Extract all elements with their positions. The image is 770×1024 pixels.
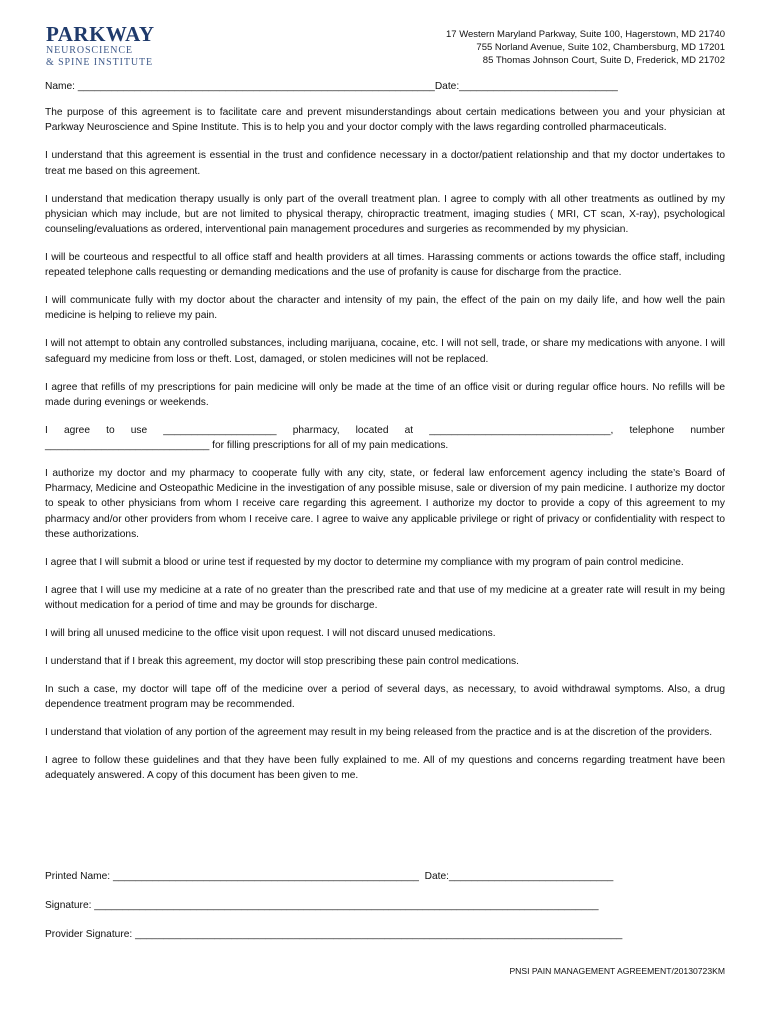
paragraph-break-agreement: I understand that if I break this agreement, my doctor will stop prescribing these pain control medications. — [45, 656, 519, 668]
signature-date-field[interactable]: _____________________________ — [448, 871, 614, 882]
paragraph-rate: I agree that I will use my medicine at a rate of no greater than the prescribed rate and that use of my medicine at a greater rate will result in my being without medication for a period of time and may be grounds for discharge. — [45, 584, 725, 612]
paragraph-courtesy: I will be courteous and respectful to all office staff and health providers at all times. Harassing comments or actions towards the office staff, including repeated telephone calls requesting or demanding medications and the use of profanity is cause for discharge from the practice. — [45, 252, 725, 279]
pharmacy-phone-field[interactable]: _____________________________ — [45, 440, 210, 452]
paragraph-acknowledgement: I agree to follow these guidelines and that they have been fully explained to me. All of my questions and concerns regarding treatment have been adequately answered. A copy of this document has been given to me. — [45, 755, 725, 782]
pharmacy-clause-line1 — [45, 423, 725, 438]
pharmacy-name-field[interactable]: ____________________ — [163, 424, 277, 436]
printed-name-row — [45, 869, 622, 884]
signature-block — [45, 869, 622, 956]
word: I — [45, 424, 48, 436]
paragraph-treatment-plan: I understand that medication therapy usually is only part of the overall treatment plan. I agree to comply with all other treatments as outlined by my physician which may include, but are not limited to physical therapy, chiropractic treatment, imaging studies ( MRI, CT scan, X-ray), psychological counseling/evaluations as ordered, interventional pain management procedures and surgeries as recommended by my physician. — [45, 193, 725, 236]
paragraph-controlled-substances: I will not attempt to obtain any controlled substances, including marijuana, cocaine, etc. I will not sell, trade, or share my medications with anyone. I will safeguard my medicine from loss or theft. Lost, damaged, or stolen medicines will not be replaced. — [45, 338, 725, 365]
word: use — [130, 424, 148, 436]
logo-line-neuroscience: NEUROSCIENCE — [46, 45, 133, 56]
logo-line-spine-institute: & SPINE INSTITUTE — [46, 57, 153, 68]
provider-signature-field[interactable]: __________________________________________________________________ — [135, 929, 510, 940]
logo-line-parkway: PARKWAY — [46, 22, 155, 46]
paragraph-purpose: The purpose of this agreement is to facilitate care and prevent misunderstandings about certain medications between you and your physician at Parkway Neuroscience and Spine Institute. This is to help you and your doctor comply with the laws regarding controlled pharmaceuticals. — [45, 107, 725, 134]
printed-name-field[interactable]: ______________________________________________________ — [112, 871, 419, 882]
name-field[interactable]: _______________________________________________________________ — [77, 81, 435, 92]
address-frederick: 85 Thomas Johnson Court, Suite D, Frederick, MD 21702 — [482, 55, 725, 66]
paragraph-communication: I will communicate fully with my doctor about the character and intensity of my pain, the effect of the pain on my daily life, and how well the pain medicine is helping to relieve my pain. — [45, 295, 725, 322]
provider-signature-field-extension[interactable]: ____________________ — [509, 929, 623, 940]
date-label: Date: — [434, 81, 460, 92]
word: at — [404, 424, 414, 436]
address-chambersburg: 755 Norland Avenue, Suite 102, Chambersburg, MD 17201 — [476, 42, 725, 53]
signature-label: Signature: — [45, 900, 92, 911]
paragraph-taper: In such a case, my doctor will tape off of the medicine over a period of several days, as necessary, to avoid withdrawal symptoms. Also, a drug dependence treatment program may be recommended. — [45, 684, 725, 711]
practice-logo — [46, 24, 155, 69]
agreement-body — [45, 79, 725, 796]
paragraph-trust: I understand that this agreement is essential in the trust and confidence necessary in a doctor/patient relationship and that my doctor undertakes to treat me based on this agreement. — [45, 150, 725, 177]
word: pharmacy, — [292, 424, 340, 436]
provider-signature-label: Provider Signature: — [45, 929, 133, 940]
document-footer: PNSI PAIN MANAGEMENT AGREEMENT/20130723KM — [509, 966, 725, 976]
name-label: Name: — [45, 81, 76, 92]
word: to — [106, 424, 115, 436]
paragraph-refills: I agree that refills of my prescriptions for pain medicine will only be made at the time of an office visit or during regular office hours. No refills will be made during evenings or weekends. — [45, 381, 725, 408]
pharmacy-clause — [45, 423, 725, 453]
word: number — [690, 424, 725, 436]
pharmacy-location-field[interactable]: ________________________________, — [429, 424, 614, 436]
signature-row — [45, 898, 622, 913]
paragraph-authorization: I authorize my doctor and my pharmacy to cooperate fully with any city, state, or federal law enforcement agency including the state’s Board of Pharmacy, Medicine and Osteopathic Medicine in the investigation of any possible misuse, sale or diversion of my pain medicine. I authorize my doctor to speak to other physicians from whom I receive care regarding this agreement. I authorize my doctor to provide a copy of this agreement to my pharmacy and/or other providers from whom I receive care. I agree to waive any applicable privilege or right of privacy or confidentiality with respect to these authorizations. — [45, 468, 725, 540]
signature-field[interactable]: _________________________________________________________________________________________ — [94, 900, 599, 911]
paragraph-violation: I understand that violation of any portion of the agreement may result in my being released from the practice and is at the discretion of the providers. — [45, 727, 713, 739]
paragraph-testing: I agree that I will submit a blood or urine test if requested by my doctor to determine my compliance with my program of pain control medicine. — [45, 556, 684, 568]
paragraph-unused-medicine: I will bring all unused medicine to the office visit upon request. I will not discard unused medications. — [45, 628, 496, 640]
word: agree — [63, 424, 91, 436]
word: telephone — [629, 424, 675, 436]
address-hagerstown: 17 Western Maryland Parkway, Suite 100, Hagerstown, MD 21740 — [446, 29, 725, 40]
name-date-row — [45, 79, 725, 94]
signature-date-label: Date: — [424, 871, 449, 882]
pharmacy-clause-line2 — [45, 438, 725, 453]
printed-name-label: Printed Name: — [45, 871, 111, 882]
date-field[interactable]: ____________________________ — [459, 81, 618, 92]
word: located — [355, 424, 389, 436]
pharmacy-clause-tail: for filling prescriptions for all of my pain medications. — [209, 440, 449, 452]
office-addresses — [446, 28, 725, 67]
provider-signature-row — [45, 927, 622, 942]
